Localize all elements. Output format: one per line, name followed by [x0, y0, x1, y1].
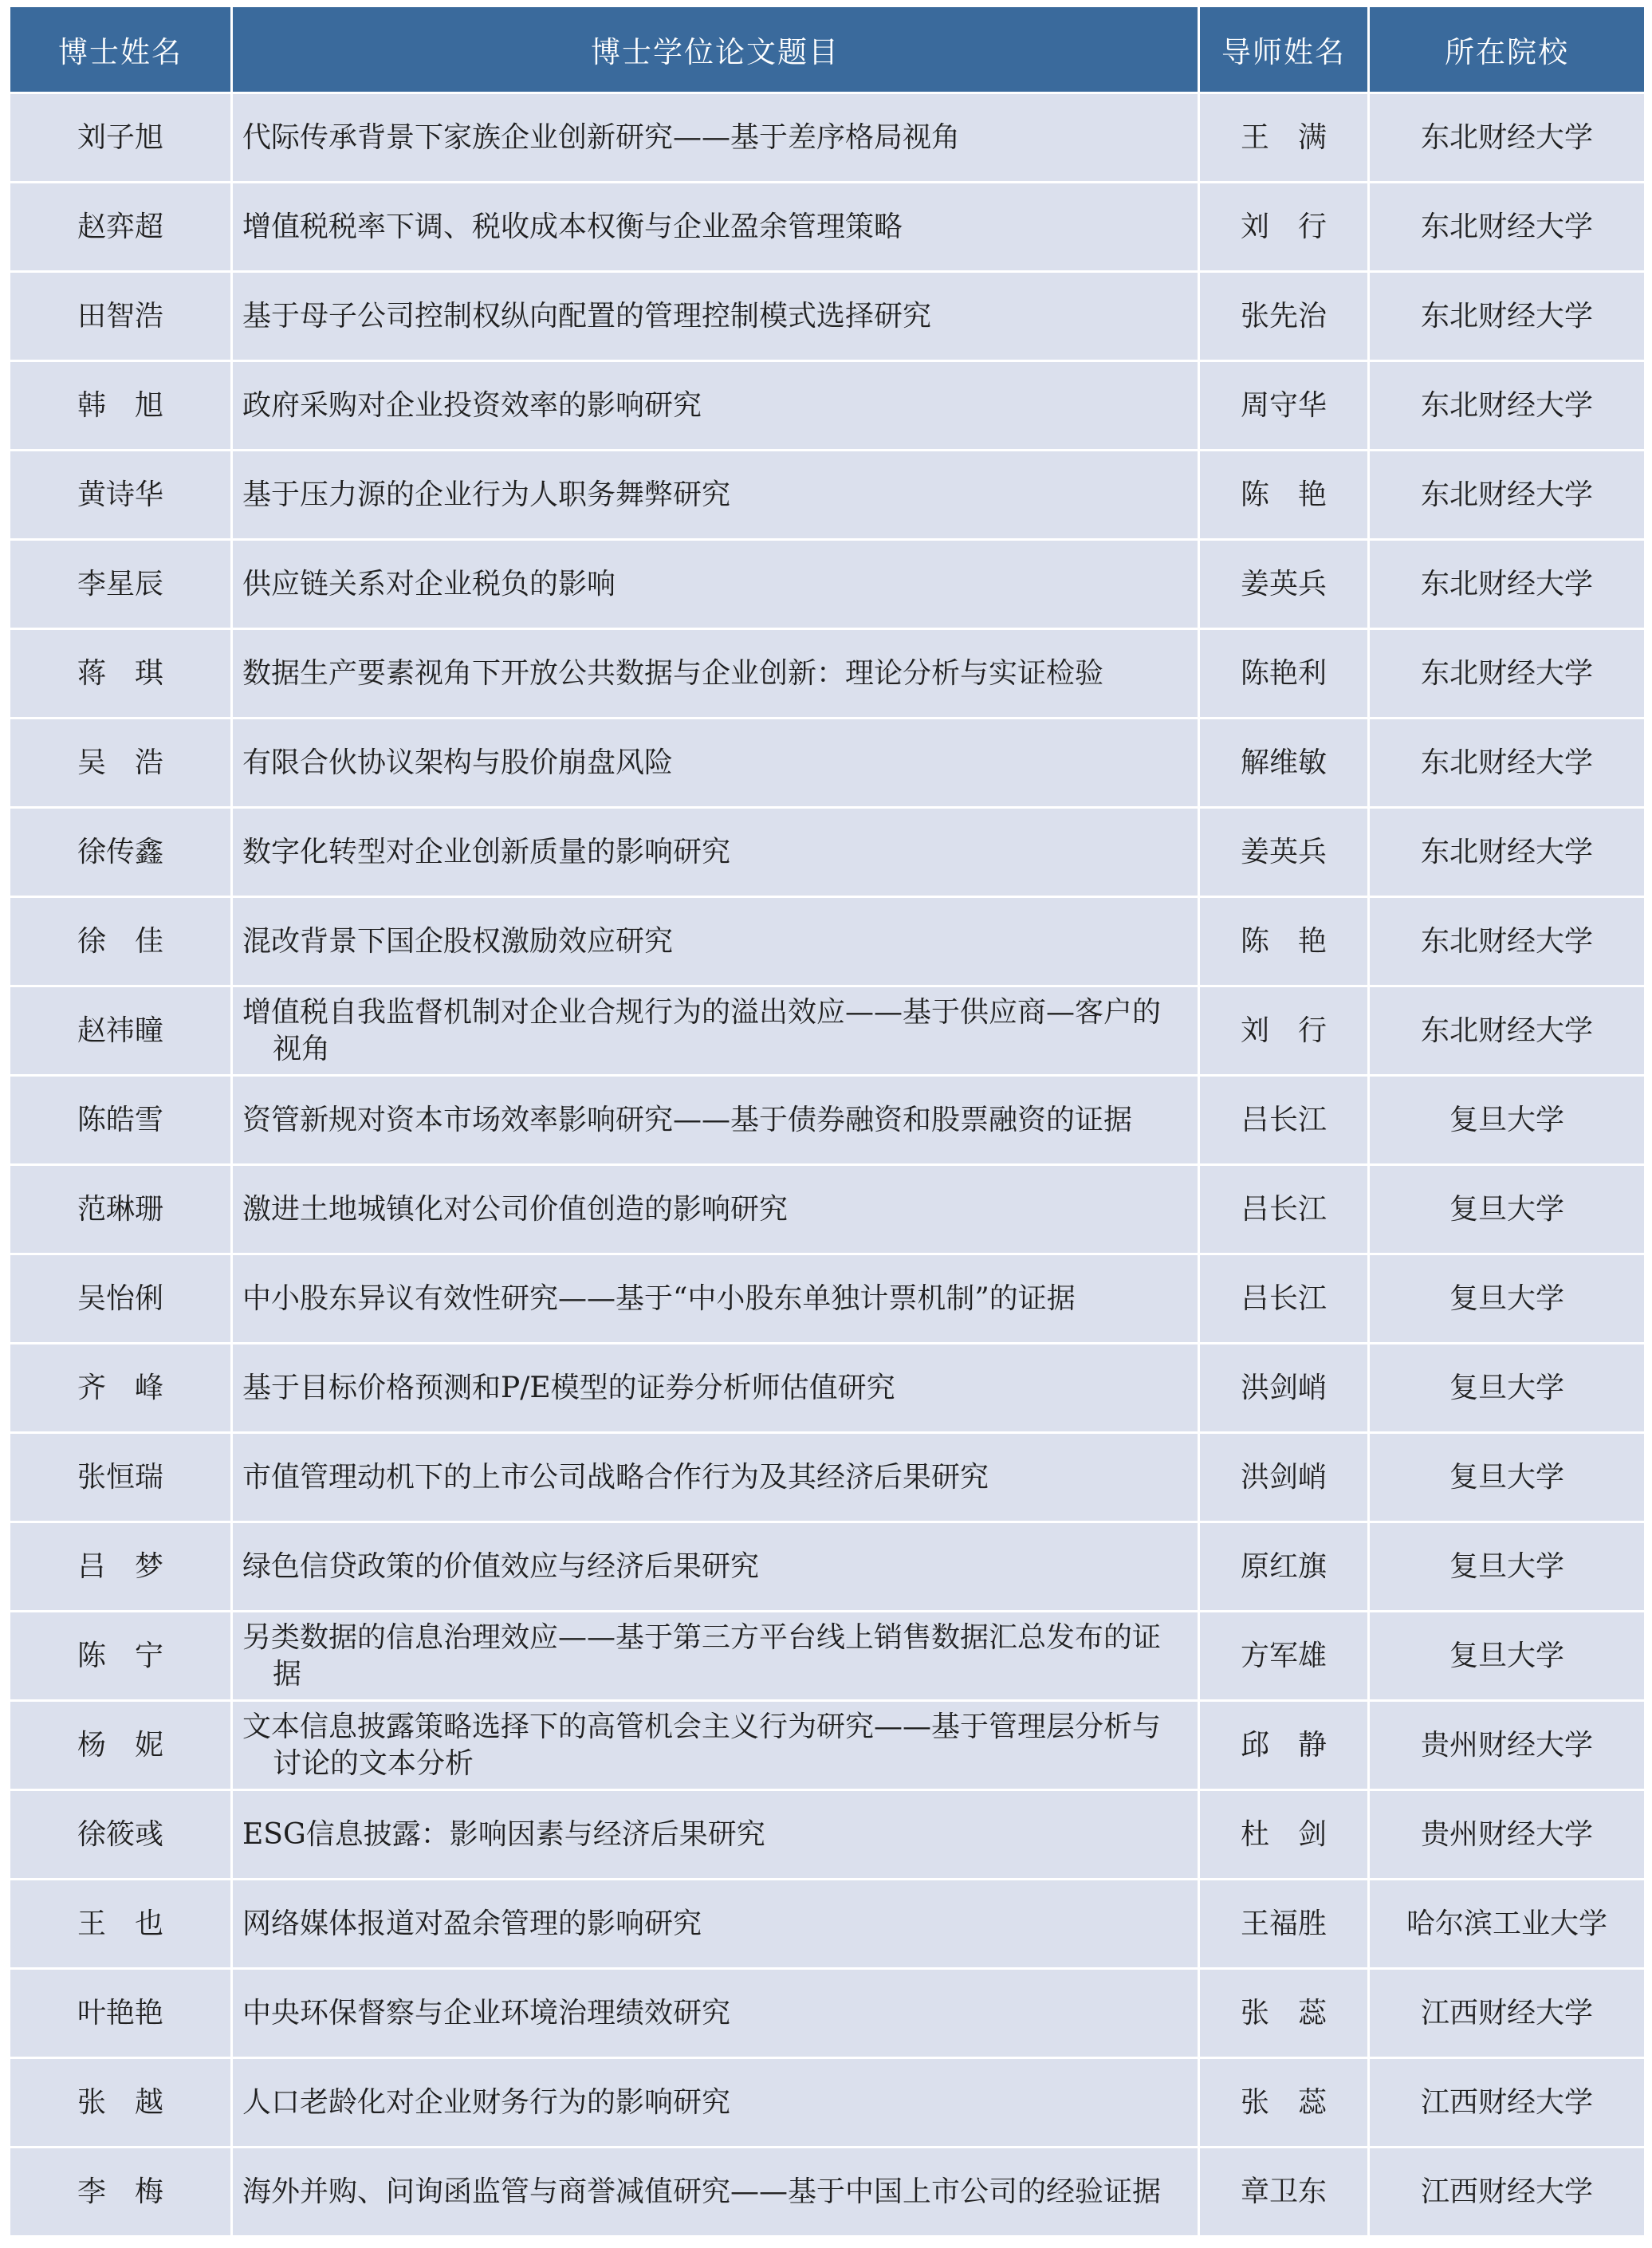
header-school: 所在院校 [1370, 7, 1644, 92]
student-name-cell: 张恒瑞 [10, 1434, 230, 1521]
thesis-title-text: 基于压力源的企业行为人职务舞弊研究 [242, 478, 731, 511]
student-name-cell: 杨 妮 [10, 1702, 230, 1789]
table-row [10, 94, 1644, 181]
thesis-title-cell [233, 541, 1198, 628]
advisor-name-cell: 王福胜 [1200, 1880, 1367, 1967]
student-name-cell: 叶艳艳 [10, 1970, 230, 2057]
advisor-name-cell: 邱 静 [1200, 1702, 1367, 1789]
header-student: 博士姓名 [10, 7, 230, 92]
thesis-title-cell [233, 898, 1198, 985]
thesis-title-text: 有限合伙协议架构与股价崩盘风险 [242, 746, 674, 779]
thesis-table-container [8, 5, 1644, 2238]
table-body [10, 94, 1644, 2235]
school-name-cell: 江西财经大学 [1370, 2059, 1644, 2146]
thesis-title-cell [233, 2059, 1198, 2146]
student-name-cell: 徐 佳 [10, 898, 230, 985]
table-row [10, 1344, 1644, 1431]
thesis-title-text: 数字化转型对企业创新质量的影响研究 [242, 835, 731, 868]
student-name-cell: 赵弈超 [10, 183, 230, 270]
student-name-cell: 刘子旭 [10, 94, 230, 181]
advisor-name-cell: 洪剑峭 [1200, 1434, 1367, 1521]
school-name-cell: 复旦大学 [1370, 1077, 1644, 1163]
student-name-cell: 黄诗华 [10, 451, 230, 538]
advisor-name-cell: 王 满 [1200, 94, 1367, 181]
thesis-title-cell [233, 273, 1198, 360]
school-name-cell: 东北财经大学 [1370, 362, 1644, 449]
table-row [10, 273, 1644, 360]
thesis-title-text: 市值管理动机下的上市公司战略合作行为及其经济后果研究 [242, 1460, 989, 1494]
table-row [10, 541, 1644, 628]
thesis-title-cell [233, 362, 1198, 449]
student-name-cell: 齐 峰 [10, 1344, 230, 1431]
advisor-name-cell: 吕长江 [1200, 1166, 1367, 1253]
school-name-cell: 东北财经大学 [1370, 273, 1644, 360]
advisor-name-cell: 张先治 [1200, 273, 1367, 360]
thesis-title-text: 政府采购对企业投资效率的影响研究 [242, 388, 702, 422]
student-name-cell: 赵祎瞳 [10, 987, 230, 1074]
table-row [10, 809, 1644, 896]
student-name-cell: 陈皓雪 [10, 1077, 230, 1163]
student-name-cell: 李星辰 [10, 541, 230, 628]
thesis-table [8, 5, 1646, 2238]
school-name-cell: 贵州财经大学 [1370, 1791, 1644, 1878]
advisor-name-cell: 章卫东 [1200, 2148, 1367, 2235]
thesis-title-text: 基于目标价格预测和P/E模型的证券分析师估值研究 [242, 1371, 895, 1404]
thesis-title-text: 激进土地城镇化对公司价值创造的影响研究 [242, 1192, 789, 1226]
table-row [10, 630, 1644, 717]
thesis-title-text: ESG信息披露：影响因素与经济后果研究 [242, 1817, 765, 1851]
advisor-name-cell: 方军雄 [1200, 1612, 1367, 1699]
student-name-cell: 吴怡俐 [10, 1255, 230, 1342]
school-name-cell: 东北财经大学 [1370, 719, 1644, 806]
advisor-name-cell: 张 蕊 [1200, 1970, 1367, 2057]
advisor-name-cell: 周守华 [1200, 362, 1367, 449]
thesis-title-cell [233, 1344, 1198, 1431]
thesis-title-cell [233, 1612, 1198, 1699]
thesis-title-text: 中央环保督察与企业环境治理绩效研究 [242, 1996, 731, 2029]
school-name-cell: 江西财经大学 [1370, 2148, 1644, 2235]
school-name-cell: 东北财经大学 [1370, 541, 1644, 628]
thesis-title-text: 资管新规对资本市场效率影响研究——基于债券融资和股票融资的证据 [242, 1103, 1133, 1136]
thesis-title-cell [233, 1077, 1198, 1163]
school-name-cell: 东北财经大学 [1370, 94, 1644, 181]
advisor-name-cell: 张 蕊 [1200, 2059, 1367, 2146]
header-title: 博士学位论文题目 [233, 7, 1198, 92]
student-name-cell: 吕 梦 [10, 1523, 230, 1610]
table-row [10, 1077, 1644, 1163]
advisor-name-cell: 姜英兵 [1200, 541, 1367, 628]
table-row [10, 898, 1644, 985]
thesis-title-cell [233, 1970, 1198, 2057]
thesis-title-cell [233, 451, 1198, 538]
table-row [10, 1791, 1644, 1878]
advisor-name-cell: 刘 行 [1200, 987, 1367, 1074]
table-row [10, 1434, 1644, 1521]
thesis-title-cell [233, 809, 1198, 896]
advisor-name-cell: 陈 艳 [1200, 451, 1367, 538]
table-row [10, 1255, 1644, 1342]
thesis-title-cell [233, 183, 1198, 270]
thesis-title-text: 增值税自我监督机制对企业合规行为的溢出效应——基于供应商—客户的视角 [242, 995, 1162, 1065]
table-row [10, 362, 1644, 449]
table-row [10, 1612, 1644, 1699]
table-row [10, 1970, 1644, 2057]
school-name-cell: 东北财经大学 [1370, 809, 1644, 896]
student-name-cell: 韩 旭 [10, 362, 230, 449]
advisor-name-cell: 姜英兵 [1200, 809, 1367, 896]
advisor-name-cell: 吕长江 [1200, 1077, 1367, 1163]
thesis-title-cell [233, 1523, 1198, 1610]
thesis-title-text: 人口老龄化对企业财务行为的影响研究 [242, 2085, 731, 2119]
thesis-title-text: 供应链关系对企业税负的影响 [242, 567, 616, 600]
thesis-title-cell [233, 2148, 1198, 2235]
student-name-cell: 徐筱彧 [10, 1791, 230, 1878]
thesis-title-text: 基于母子公司控制权纵向配置的管理控制模式选择研究 [242, 299, 932, 333]
student-name-cell: 蒋 琪 [10, 630, 230, 717]
school-name-cell: 东北财经大学 [1370, 183, 1644, 270]
school-name-cell: 江西财经大学 [1370, 1970, 1644, 2057]
table-row [10, 1166, 1644, 1253]
thesis-title-text: 代际传承背景下家族企业创新研究——基于差序格局视角 [242, 120, 961, 154]
advisor-name-cell: 陈艳利 [1200, 630, 1367, 717]
thesis-title-text: 文本信息披露策略选择下的高管机会主义行为研究——基于管理层分析与讨论的文本分析 [242, 1710, 1162, 1780]
school-name-cell: 复旦大学 [1370, 1166, 1644, 1253]
advisor-name-cell: 洪剑峭 [1200, 1344, 1367, 1431]
student-name-cell: 吴 浩 [10, 719, 230, 806]
school-name-cell: 东北财经大学 [1370, 630, 1644, 717]
table-row [10, 2148, 1644, 2235]
school-name-cell: 东北财经大学 [1370, 987, 1644, 1074]
table-row [10, 987, 1644, 1074]
school-name-cell: 贵州财经大学 [1370, 1702, 1644, 1789]
school-name-cell: 哈尔滨工业大学 [1370, 1880, 1644, 1967]
student-name-cell: 徐传鑫 [10, 809, 230, 896]
school-name-cell: 复旦大学 [1370, 1344, 1644, 1431]
thesis-title-text: 网络媒体报道对盈余管理的影响研究 [242, 1907, 702, 1940]
thesis-title-text: 数据生产要素视角下开放公共数据与企业创新：理论分析与实证检验 [242, 656, 1104, 690]
student-name-cell: 范琳珊 [10, 1166, 230, 1253]
thesis-title-text: 中小股东异议有效性研究——基于“中小股东单独计票机制”的证据 [242, 1281, 1076, 1315]
thesis-title-cell [233, 1166, 1198, 1253]
header-advisor: 导师姓名 [1200, 7, 1367, 92]
thesis-title-cell [233, 987, 1198, 1074]
table-row [10, 719, 1644, 806]
thesis-title-cell [233, 1702, 1198, 1789]
school-name-cell: 复旦大学 [1370, 1255, 1644, 1342]
table-row [10, 451, 1644, 538]
student-name-cell: 陈 宁 [10, 1612, 230, 1699]
student-name-cell: 李 梅 [10, 2148, 230, 2235]
thesis-title-cell [233, 1434, 1198, 1521]
thesis-title-text: 海外并购、问询函监管与商誉减值研究——基于中国上市公司的经验证据 [242, 2175, 1162, 2208]
thesis-title-cell [233, 719, 1198, 806]
student-name-cell: 王 也 [10, 1880, 230, 1967]
school-name-cell: 东北财经大学 [1370, 451, 1644, 538]
thesis-title-cell [233, 1791, 1198, 1878]
thesis-title-text: 另类数据的信息治理效应——基于第三方平台线上销售数据汇总发布的证据 [242, 1620, 1162, 1691]
thesis-title-cell [233, 1255, 1198, 1342]
student-name-cell: 张 越 [10, 2059, 230, 2146]
advisor-name-cell: 吕长江 [1200, 1255, 1367, 1342]
table-row [10, 2059, 1644, 2146]
table-row [10, 1880, 1644, 1967]
thesis-title-cell [233, 1880, 1198, 1967]
thesis-title-text: 绿色信贷政策的价值效应与经济后果研究 [242, 1549, 760, 1583]
school-name-cell: 复旦大学 [1370, 1523, 1644, 1610]
advisor-name-cell: 陈 艳 [1200, 898, 1367, 985]
thesis-title-text: 增值税税率下调、税收成本权衡与企业盈余管理策略 [242, 210, 903, 243]
advisor-name-cell: 杜 剑 [1200, 1791, 1367, 1878]
table-row [10, 1523, 1644, 1610]
advisor-name-cell: 刘 行 [1200, 183, 1367, 270]
school-name-cell: 复旦大学 [1370, 1434, 1644, 1521]
advisor-name-cell: 原红旗 [1200, 1523, 1367, 1610]
advisor-name-cell: 解维敏 [1200, 719, 1367, 806]
header-row [10, 7, 1644, 92]
thesis-title-cell [233, 630, 1198, 717]
table-header [10, 7, 1644, 92]
thesis-title-cell [233, 94, 1198, 181]
school-name-cell: 复旦大学 [1370, 1612, 1644, 1699]
thesis-title-text: 混改背景下国企股权激励效应研究 [242, 924, 674, 958]
table-row [10, 183, 1644, 270]
table-row [10, 1702, 1644, 1789]
school-name-cell: 东北财经大学 [1370, 898, 1644, 985]
student-name-cell: 田智浩 [10, 273, 230, 360]
